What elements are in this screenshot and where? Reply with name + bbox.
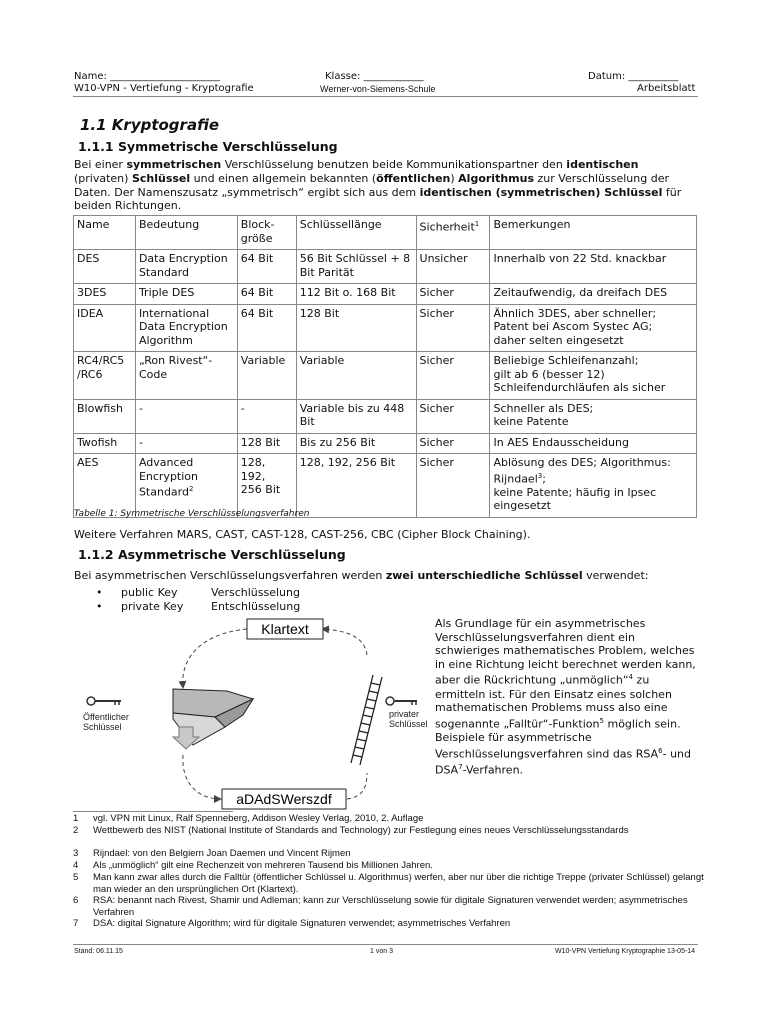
- asym-intro-text-run: verwendet:: [582, 569, 649, 582]
- intro-text-run: Verschlüsselung benutzen beide Kommunikationspartner den: [221, 158, 567, 171]
- asymmetric-intro-paragraph: [74, 569, 694, 583]
- table-row: [74, 399, 697, 433]
- table-cell: 128, 192, 256 Bit: [237, 454, 296, 518]
- table-cell: Twofish: [74, 433, 136, 454]
- footnote-rule: [73, 811, 233, 812]
- col-header-bemerkungen: Bemerkungen: [490, 216, 697, 250]
- footnote-text: RSA: benannt nach Rivest, Shamir und Adleman; kann zur Verschlüsselung sowie für digitale Signaturen verwendet werden; asymmetrisches Verfahren: [93, 895, 688, 918]
- school-name: Werner-von-Siemens-Schule: [320, 84, 436, 94]
- table-cell: -: [135, 399, 237, 433]
- table-cell: Innerhalb von 22 Std. knackbar: [490, 250, 697, 284]
- col-header-name: Name: [74, 216, 136, 250]
- table-cell: Sicher: [416, 304, 490, 352]
- col-header-schluessellaenge: Schlüssellänge: [296, 216, 416, 250]
- table-cell: In AES Endausscheidung: [490, 433, 697, 454]
- right-text-run: 4: [628, 673, 634, 682]
- table-row: [74, 433, 697, 454]
- footnote-text: Rijndael: von den Belgiern Joan Daemen und Vincent Rijmen: [93, 848, 351, 859]
- intro-text-run: für beiden Richtungen.: [74, 185, 682, 213]
- symmetric-algorithms-table: [73, 215, 697, 518]
- intro-text-run: identischen (symmetrischen) Schlüssel: [419, 185, 663, 199]
- table-cell: Schneller als DES; keine Patente: [490, 399, 697, 433]
- ladder-icon: [351, 675, 382, 765]
- plaintext-label: Klartext: [261, 621, 309, 637]
- table-cell: AES: [74, 454, 136, 518]
- footnote-text: Wettbewerb des NIST (National Institute of Standards and Technology) zur Festlegung eines neues Verschlüsselungsstandards: [93, 825, 629, 836]
- table-cell: 64 Bit: [237, 304, 296, 352]
- bullet-public-key-use: Verschlüsselung: [211, 586, 300, 599]
- table-cell: 112 Bit o. 168 Bit: [296, 284, 416, 305]
- table-cell: DES: [74, 250, 136, 284]
- course-title: W10-VPN - Vertiefung - Kryptografie: [74, 83, 254, 94]
- asymmetric-explanation-paragraph: [435, 617, 700, 777]
- table-cell: Ähnlich 3DES, aber schneller; Patent bei Ascom Systec AG; daher selten eingesetzt: [490, 304, 697, 352]
- footnote-number: 2: [73, 825, 79, 836]
- public-key-label: Öffentlicher Schlüssel: [83, 712, 129, 732]
- footnote-number: 6: [73, 895, 79, 906]
- asym-intro-text-run: Bei asymmetrischen Verschlüsselungsverfahren werden: [74, 569, 386, 582]
- table-cell: Unsicher: [416, 250, 490, 284]
- table-cell: Ablösung des DES; Algorithmus: Rijndael$^3$; keine Patente; häufig in Ipsec eingesetzt: [490, 454, 697, 518]
- arrow-lock-to-ciphertext: [183, 755, 220, 799]
- doc-type: Arbeitsblatt: [637, 83, 696, 94]
- bullet-private-key-use: Entschlüsselung: [211, 600, 301, 613]
- right-text-run: Als Grundlage für ein asymmetrisches Verschlüsselungsverfahren dient ein schwieriges mathematisches Problem, welches in eine Richtung leicht berechnet werden kann, aber die Rückrichtung „unmöglich“: [435, 617, 696, 688]
- asymmetric-encryption-diagram: [75, 615, 435, 815]
- intro-text-run: zur Verschlüsselung der Daten. Der Namenszusatz „symmetrisch“ ergibt sich aus dem: [74, 171, 669, 199]
- table-cell: Data Encryption Standard: [135, 250, 237, 284]
- intro-text-run: symmetrischen: [126, 158, 222, 171]
- table-cell: 64 Bit: [237, 284, 296, 305]
- bullet-marker: •: [96, 586, 103, 599]
- table-cell: Triple DES: [135, 284, 237, 305]
- table-cell: Sicher: [416, 433, 490, 454]
- right-text-run: möglich sein. Beispiele für asymmetrische Verschlüsselungsverfahren sind das RSA: [435, 717, 681, 761]
- table-cell: 128 Bit: [237, 433, 296, 454]
- name-field-label: Name: ______________________: [74, 71, 221, 82]
- intro-text-run: Schlüssel: [131, 171, 191, 185]
- right-text-run: 6: [658, 746, 663, 755]
- intro-text-run: und einen allgemein bekannten (: [190, 171, 377, 185]
- table-cell: 3DES: [74, 284, 136, 305]
- table-cell: Zeitaufwendig, da dreifach DES: [490, 284, 697, 305]
- section-title: 1.1 Kryptografie: [80, 116, 220, 134]
- arrow-ciphertext-to-ladder: [347, 773, 367, 799]
- bullet-marker: •: [96, 600, 103, 613]
- footnote-text: Als „unmöglich“ gilt eine Rechenzeit von mehreren Tausend bis Millionen Jahren.: [93, 860, 433, 871]
- klasse-field-label: Klasse: ____________: [325, 71, 424, 82]
- footnote-number: 7: [73, 918, 79, 929]
- private-key-icon: [386, 697, 417, 705]
- table-cell: Sicher: [416, 352, 490, 400]
- table-cell: IDEA: [74, 304, 136, 352]
- table-cell: 56 Bit Schlüssel + 8 Bit Parität: [296, 250, 416, 284]
- right-text-run: - und DSA: [435, 747, 692, 777]
- table-cell: Bis zu 256 Bit: [296, 433, 416, 454]
- trapdoor-icon: [173, 689, 253, 749]
- right-text-run: 5: [599, 716, 604, 725]
- table-cell: 128 Bit: [296, 304, 416, 352]
- table-cell: Variable bis zu 448 Bit: [296, 399, 416, 433]
- table-cell: Advanced Encryption Standard$^2$: [135, 454, 237, 518]
- table-cell: -: [135, 433, 237, 454]
- further-methods-text: Weitere Verfahren MARS, CAST, CAST-128, CAST-256, CBC (Cipher Block Chaining).: [74, 528, 531, 541]
- intro-text-run: Algorithmus: [458, 171, 535, 185]
- intro-text-run: (privaten): [74, 171, 132, 185]
- public-key-icon: [87, 697, 121, 705]
- table-cell: RC4/RC5 /RC6: [74, 352, 136, 400]
- table-cell: „Ron Rivest“-Code: [135, 352, 237, 400]
- footnote-number: 4: [73, 860, 79, 871]
- footnote-number: 3: [73, 848, 79, 859]
- table-row: [74, 352, 697, 400]
- subsection-symmetric-title: 1.1.1 Symmetrische Verschlüsselung: [78, 139, 338, 154]
- bullet-public-key: public Key: [121, 586, 178, 599]
- table-cell: Sicher: [416, 399, 490, 433]
- table-cell: Sicher: [416, 284, 490, 305]
- right-text-run: 7: [458, 762, 463, 771]
- table-cell: Sicher: [416, 454, 490, 518]
- footnote-text: Man kann zwar alles durch die Falltür (öffentlicher Schlüssel u. Algorithmus) werfen, aber nur über die richtige Treppe (privater Schlüssel) gelangt man wieder an den ursprünglichen Ort (Klartext).: [93, 872, 704, 895]
- arrow-ladder-to-plaintext: [323, 629, 367, 655]
- col-header-blockgroesse: Block-größe: [237, 216, 296, 250]
- header-rule: [73, 96, 698, 97]
- symmetric-intro-paragraph: [74, 158, 694, 213]
- right-text-run: -Verfahren.: [462, 763, 524, 777]
- footer-rule: [73, 944, 698, 945]
- footnote-text: vgl. VPN mit Linux, Ralf Spenneberg, Addison Wesley Verlag, 2010, 2. Auflage: [93, 813, 424, 824]
- table-cell: Blowfish: [74, 399, 136, 433]
- intro-text-run: öffentlichen: [376, 171, 451, 185]
- footnote-text: DSA: digital Signature Algorithm; wird für digitale Signaturen verwendet; asymmetrisches Verfahren: [93, 918, 511, 929]
- table-cell: International Data Encryption Algorithm: [135, 304, 237, 352]
- table-cell: Beliebige Schleifenanzahl; gilt ab 6 (besser 12) Schleifendurchläufen als sicher: [490, 352, 697, 400]
- private-key-label: privater Schlüssel: [389, 709, 428, 729]
- table-cell: Variable: [237, 352, 296, 400]
- subsection-asymmetric-title: 1.1.2 Asymmetrische Verschlüsselung: [78, 547, 346, 562]
- intro-text-run: identischen: [566, 158, 639, 171]
- table-cell: 64 Bit: [237, 250, 296, 284]
- table-row: [74, 454, 697, 518]
- bullet-private-key: private Key: [121, 600, 184, 613]
- footer-stand: Stand: 06.11.15: [74, 948, 123, 955]
- footer-doc-name: W10-VPN Vertiefung Kryptographie 13-05-14: [555, 948, 696, 955]
- footer-page-number: 1 von 3: [370, 948, 393, 955]
- table-cell: -: [237, 399, 296, 433]
- table-header-row: [74, 216, 697, 250]
- asym-intro-text-run: zwei unterschiedliche Schlüssel: [385, 569, 583, 582]
- table-row: [74, 284, 697, 305]
- intro-text-run: Bei einer: [74, 158, 127, 171]
- table-row: [74, 250, 697, 284]
- right-text-run: zu ermitteln ist. Für den Einsatz eines solchen mathematischen Problems muss also eine sogenannte „Falltür“-Funktion: [435, 674, 672, 731]
- footnote-number: 5: [73, 872, 79, 883]
- col-header-bedeutung: Bedeutung: [135, 216, 237, 250]
- arrow-plaintext-to-lock: [183, 629, 247, 687]
- col-header-sicherheit: Sicherheit$^1$: [416, 216, 490, 250]
- table-caption: Tabelle 1: Symmetrische Verschlüsselungsverfahren: [74, 509, 310, 519]
- table-cell: 128, 192, 256 Bit: [296, 454, 416, 518]
- datum-field-label: Datum: __________: [588, 71, 679, 82]
- table-row: [74, 304, 697, 352]
- table-cell: Variable: [296, 352, 416, 400]
- intro-text-run: ): [450, 171, 459, 185]
- ciphertext-label: aDAdSWerszdf: [236, 791, 332, 807]
- footnote-number: 1: [73, 813, 79, 824]
